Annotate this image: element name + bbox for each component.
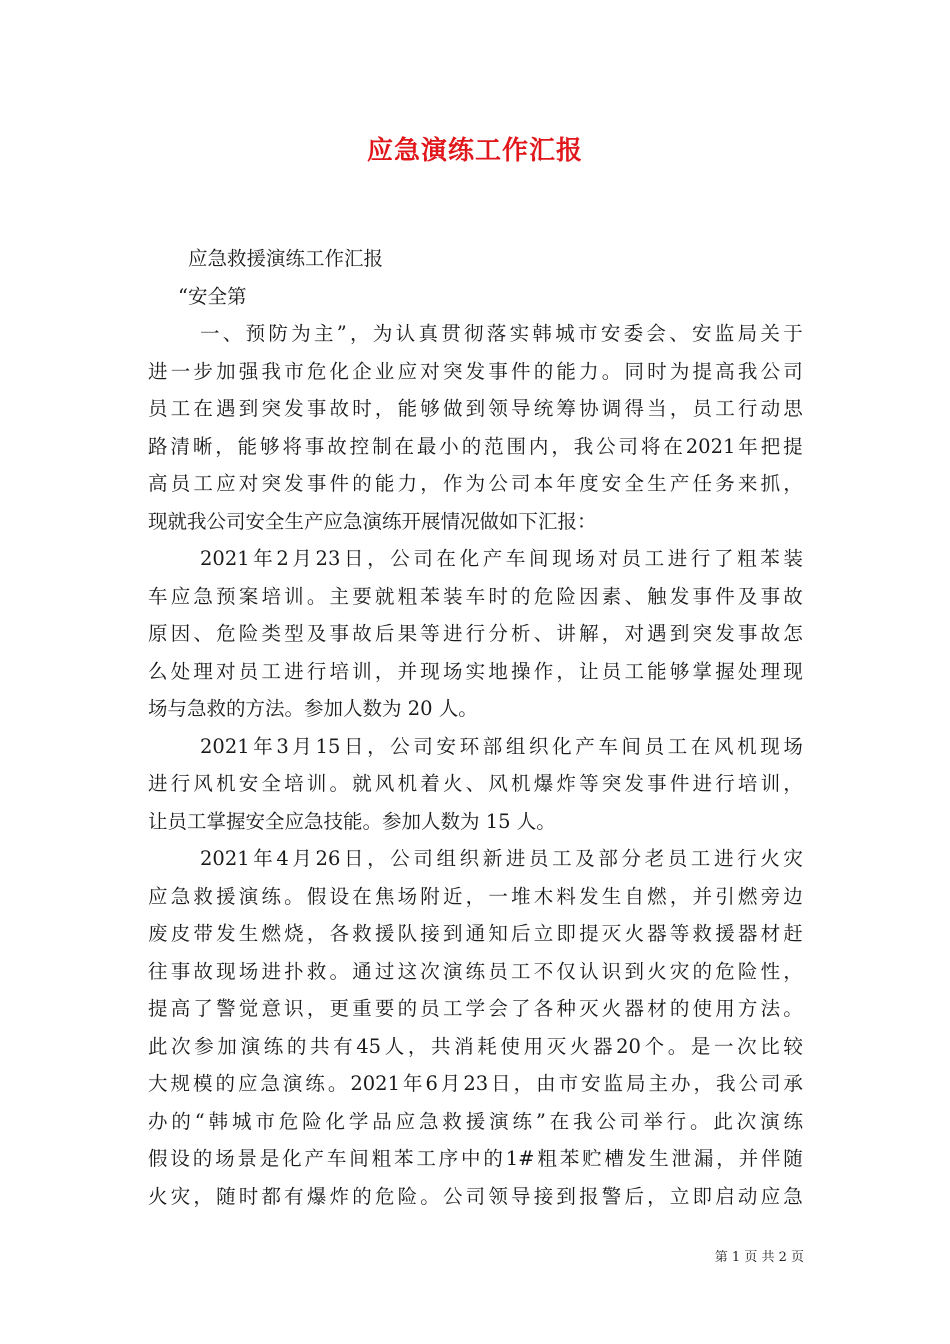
text-line: 员 工 在 遇 到 突 发 事 故 时 ， 能 够 做 到 领 导 统 筹 协 调 得 当 ， 员 工 行 动 思 [148, 397, 803, 420]
text-line: 此 次 参 加 演 练 的 共 有 45 人 ， 共 消 耗 使 用 灭 火 器 20 个 。 是 一 次 比 较 [148, 1034, 803, 1058]
text-line: 办 的 “ 韩 城 市 危 险 化 学 品 应 急 救 援 演 练 ” 在 我 公 司 举 行 。 此 次 演 练 [148, 1109, 803, 1133]
text-line: 高 员 工 应 对 突 发 事 件 的 能 力 ， 作 为 公 司 本 年 度 安 全 生 产 任 务 来 抓 ， [148, 472, 803, 495]
text-line: 么 处 理 对 员 工 进 行 培 训 ， 并 现 场 实 地 操 作 ， 让 员 工 能 够 掌 握 处 理 现 [148, 659, 803, 683]
text-line: 现就我公司安全生产应急演练开展情况做如下汇报： [148, 509, 597, 533]
text-line: 2021 年 3 月 15 日 ， 公 司 安 环 部 组 织 化 产 车 间 员 工 在 风 机 现 场 [200, 734, 803, 758]
text-line: 车 应 急 预 案 培 训 。 主 要 就 粗 苯 装 车 时 的 危 险 因 素 、 触 发 事 件 及 事 故 [148, 584, 803, 608]
text-line: 废 皮 带 发 生 燃 烧 ， 各 救 援 队 接 到 通 知 后 立 即 提 灭 火 器 等 救 援 器 材 赶 [148, 922, 803, 945]
text-line: 路 清 晰 ， 能 够 将 事 故 控 制 在 最 小 的 范 围 内 ， 我 公 司 将 在 2021 年 把 提 [148, 434, 803, 458]
text-line: 场与急救的方法。参加人数为 20 人。 [148, 697, 478, 720]
text-line: 大 规 模 的 应 急 演 练 。 2021 年 6 月 23 日 ， 由 市 安 监 局 主 办 ， 我 公 司 承 [148, 1072, 803, 1095]
text-line: 假 设 的 场 景 是 化 产 车 间 粗 苯 工 序 中 的 1# 粗 苯 贮 槽 发 生 泄 漏 ， 并 伴 随 [148, 1147, 803, 1170]
text-line: 原 因 、 危 险 类 型 及 事 故 后 果 等 进 行 分 析 、 讲 解 ， 对 遇 到 突 发 事 故 怎 [148, 622, 803, 645]
page-number: 第 1 页 共 2 页 [714, 1250, 804, 1265]
text-line: 一 、 预 防 为 主 ” ， 为 认 真 贯 彻 落 实 韩 城 市 安 委 会 、 安 监 局 关 于 [200, 322, 803, 345]
text-line: 应急救援演练工作汇报 [188, 247, 384, 270]
text-line: 2021 年 4 月 26 日 ， 公 司 组 织 新 进 员 工 及 部 分 老 员 工 进 行 火 灾 [200, 847, 803, 870]
page-title: 应急演练工作汇报 [366, 136, 583, 166]
text-line: 火 灾 ， 随 时 都 有 爆 炸 的 危 险 。 公 司 领 导 接 到 报 警 后 ， 立 即 启 动 应 急 [148, 1184, 803, 1208]
text-line: 提 高 了 警 觉 意 识 ， 更 重 要 的 员 工 学 会 了 各 种 灭 火 器 材 的 使 用 方 法 。 [148, 997, 803, 1020]
text-line: 进 行 风 机 安 全 培 训 。 就 风 机 着 火 、 风 机 爆 炸 等 突 发 事 件 进 行 培 训 ， [148, 772, 803, 795]
text-line: 让员工掌握安全应急技能。参加人数为 15 人。 [148, 809, 556, 833]
text-line: 应 急 救 援 演 练 。 假 设 在 焦 场 附 近 ， 一 堆 木 料 发 生 自 燃 ， 并 引 燃 旁 边 [148, 884, 803, 908]
text-line: 2021 年 2 月 23 日 ， 公 司 在 化 产 车 间 现 场 对 员 工 进 行 了 粗 苯 装 [200, 547, 803, 570]
text-line: “安全第 [178, 284, 247, 308]
text-line: 往 事 故 现 场 进 扑 救 。 通 过 这 次 演 练 员 工 不 仅 认 识 到 火 灾 的 危 险 性 ， [148, 959, 803, 983]
document-body [148, 240, 803, 1215]
text-line: 进 一 步 加 强 我 市 危 化 企 业 应 对 突 发 事 件 的 能 力 。 同 时 为 提 高 我 公 司 [148, 359, 803, 383]
